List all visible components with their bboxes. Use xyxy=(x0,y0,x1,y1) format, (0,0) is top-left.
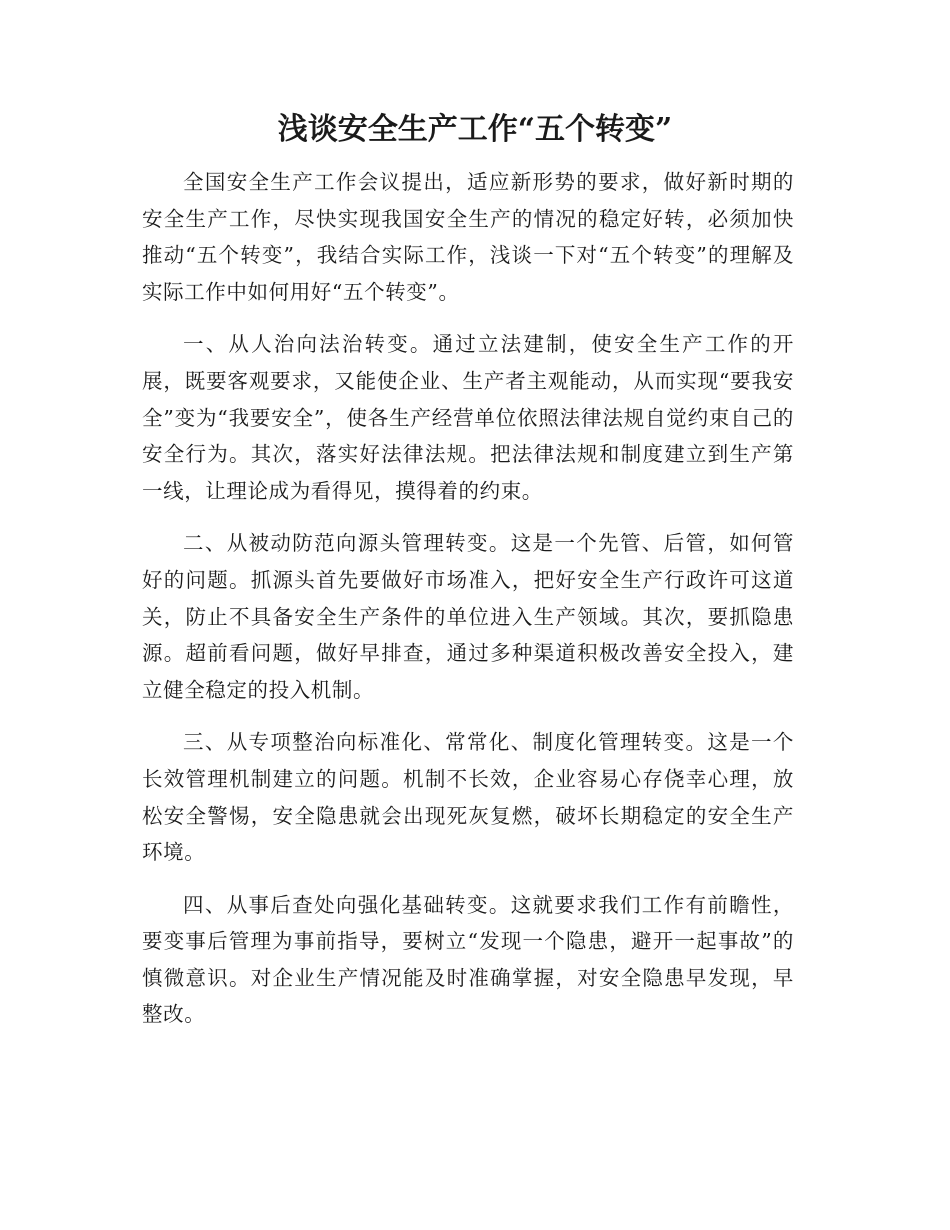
paragraph-point-3: 三、从专项整治向标准化、常常化、制度化管理转变。这是一个长效管理机制建立的问题。机制不长效，企业容易心存侥幸心理，放松安全警惕，安全隐患就会出现死灰复燃，破坏长期稳定的安全生产环境。 xyxy=(142,730,794,865)
paragraph-intro: 全国安全生产工作会议提出，适应新形势的要求，做好新时期的安全生产工作，尽快实现我国安全生产的情况的稳定好转，必须加快推动“五个转变”，我结合实际工作，浅谈一下对“五个转变”的理解及实际工作中如何用好“五个转变”。 xyxy=(142,170,794,304)
paragraph-point-4: 四、从事后查处向强化基础转变。这就要求我们工作有前瞻性，要变事后管理为事前指导，要树立“发现一个隐患，避开一起事故”的慎微意识。对企业生产情况能及时准确掌握，对安全隐患早发现，早整改。 xyxy=(142,892,794,1027)
paragraph-point-1: 一、从人治向法治转变。通过立法建制，使安全生产工作的开展，既要客观要求，又能使企业、生产者主观能动，从而实现“要我安全”变为“我要安全”，使各生产经营单位依照法律法规自觉约束自己的安全行为。其次，落实好法律法规。把法律法规和制度建立到生产第一线，让理论成为看得见，摸得着的约束。 xyxy=(142,332,794,503)
document-title: 浅谈安全生产工作“五个转变” xyxy=(277,112,673,147)
paragraph-point-2: 二、从被动防范向源头管理转变。这是一个先管、后管，如何管好的问题。抓源头首先要做好市场准入，把好安全生产行政许可这道关，防止不具备安全生产条件的单位进入生产领域。其次，要抓隐患源。超前看问题，做好早排查，通过多种渠道积极改善安全投入，建立健全稳定的投入机制。 xyxy=(142,531,794,702)
document-body xyxy=(142,164,794,1049)
